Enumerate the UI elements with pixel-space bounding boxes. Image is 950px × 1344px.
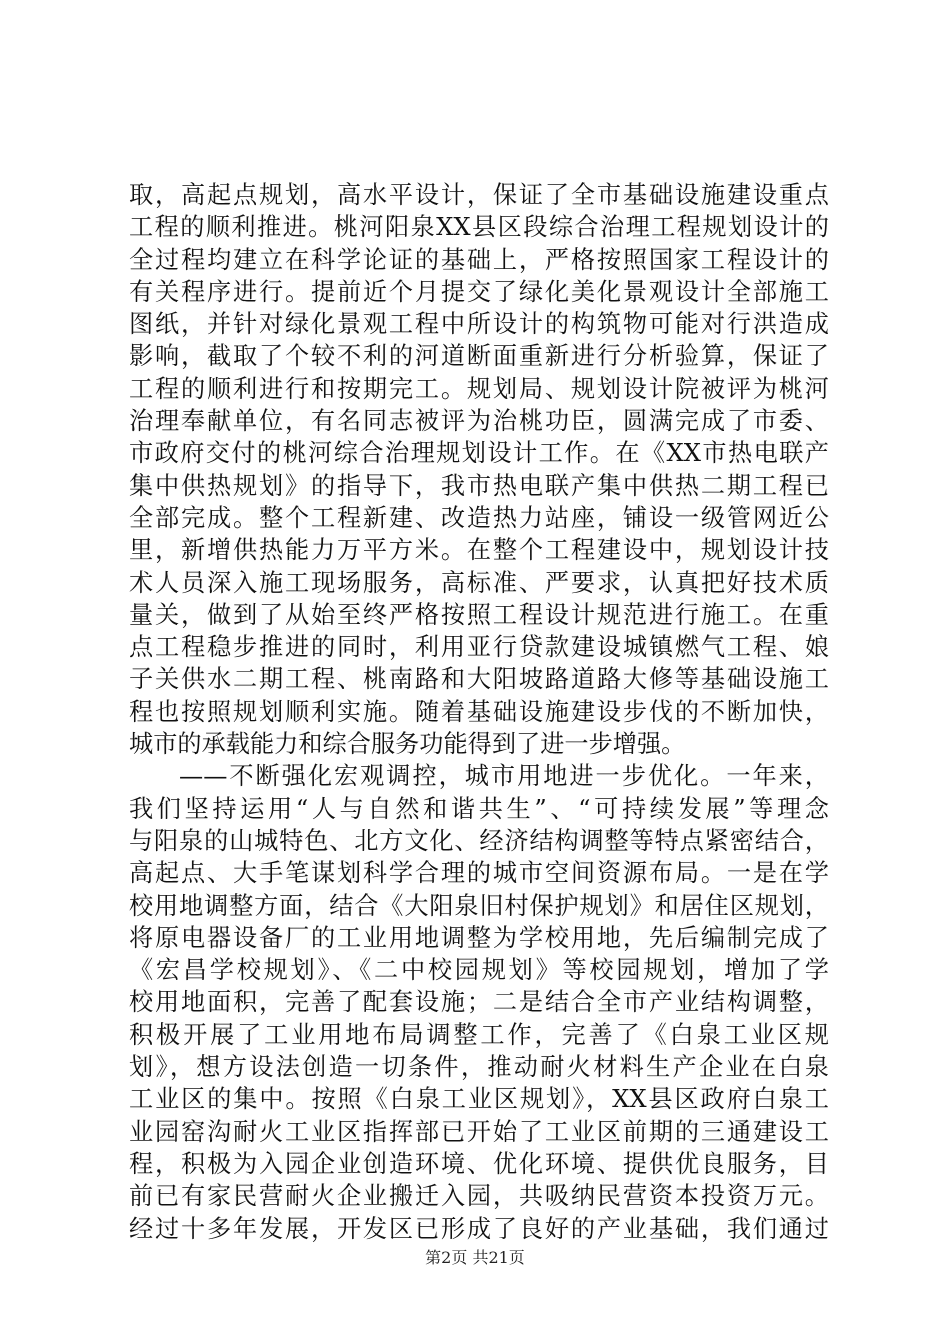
text-line: 全部完成。整个工程新建、改造热力站座，铺设一级管网近公 bbox=[129, 503, 829, 532]
text-line: ——不断强化宏观调控，城市用地进一步优化。一年来， bbox=[179, 762, 829, 791]
text-line: 工程的顺利进行和按期完工。规划局、规划设计院被评为桃河 bbox=[129, 374, 829, 403]
text-line: 全过程均建立在科学论证的基础上，严格按照国家工程设计的 bbox=[129, 245, 829, 274]
text-line: 取，高起点规划，高水平设计，保证了全市基础设施建设重点 bbox=[129, 181, 829, 209]
text-line: 经过十多年发展，开发区已形成了良好的产业基础，我们通过 bbox=[129, 1214, 829, 1243]
text-line: 治理奉献单位，有名同志被评为治桃功臣，圆满完成了市委、 bbox=[129, 407, 829, 436]
page-number: 第2页 共21页 bbox=[425, 1248, 525, 1267]
text-line: 将原电器设备厂的工业用地调整为学校用地，先后编制完成了 bbox=[129, 923, 829, 952]
text-line: 前已有家民营耐火企业搬迁入园，共吸纳民营资本投资万元。 bbox=[129, 1182, 829, 1211]
text-line: 校用地面积，完善了配套设施；二是结合全市产业结构调整， bbox=[129, 988, 829, 1017]
text-line: 校用地调整方面，结合《大阳泉旧村保护规划》和居住区规划， bbox=[129, 891, 829, 920]
text-line: 我们坚持运用“人与自然和谐共生”、“可持续发展”等理念 bbox=[129, 794, 829, 823]
text-line: 程，积极为入园企业创造环境、优化环境、提供优良服务，目 bbox=[129, 1149, 829, 1178]
text-line: 量关，做到了从始至终严格按照工程设计规范进行施工。在重 bbox=[129, 600, 829, 629]
text-line: 工业区的集中。按照《白泉工业区规划》，XX县区政府白泉工 bbox=[129, 1085, 829, 1114]
page-footer bbox=[0, 1245, 950, 1268]
text-line: 市政府交付的桃河综合治理规划设计工作。在《XX市热电联产 bbox=[129, 439, 829, 468]
text-line: 子关供水二期工程、桃南路和大阳坡路道路大修等基础设施工 bbox=[129, 665, 829, 694]
text-line: 集中供热规划》的指导下，我市热电联产集中供热二期工程已 bbox=[129, 471, 829, 500]
text-line: 划》，想方设法创造一切条件，推动耐火材料生产企业在白泉 bbox=[129, 1053, 829, 1082]
text-line: 业园窑沟耐火工业区指挥部已开始了工业区前期的三通建设工 bbox=[129, 1117, 829, 1146]
text-line: 程也按照规划顺利实施。随着基础设施建设步伐的不断加快， bbox=[129, 697, 829, 726]
text-line: 图纸，并针对绿化景观工程中所设计的构筑物可能对行洪造成 bbox=[129, 310, 829, 339]
text-line: 与阳泉的山城特色、北方文化、经济结构调整等特点紧密结合， bbox=[129, 826, 829, 855]
text-line: 有关程序进行。提前近个月提交了绿化美化景观设计全部施工 bbox=[129, 277, 829, 306]
text-line: 城市的承载能力和综合服务功能得到了进一步增强。 bbox=[129, 730, 686, 759]
text-line: 《宏昌学校规划》、《二中校园规划》等校园规划，增加了学 bbox=[129, 956, 829, 985]
text-line: 里，新增供热能力万平方米。在整个工程建设中，规划设计技 bbox=[129, 536, 829, 565]
text-line: 高起点、大手笔谋划科学合理的城市空间资源布局。一是在学 bbox=[129, 859, 829, 888]
text-line: 点工程稳步推进的同时，利用亚行贷款建设城镇燃气工程、娘 bbox=[129, 633, 829, 662]
text-line: 积极开展了工业用地布局调整工作，完善了《白泉工业区规 bbox=[129, 1020, 829, 1049]
text-line: 影响，截取了个较不利的河道断面重新进行分析验算，保证了 bbox=[129, 342, 829, 371]
text-line: 工程的顺利推进。桃河阳泉XX县区段综合治理工程规划设计的 bbox=[129, 213, 829, 242]
body-text bbox=[129, 179, 829, 1245]
text-line: 术人员深入施工现场服务，高标准、严要求，认真把好技术质 bbox=[129, 568, 829, 597]
